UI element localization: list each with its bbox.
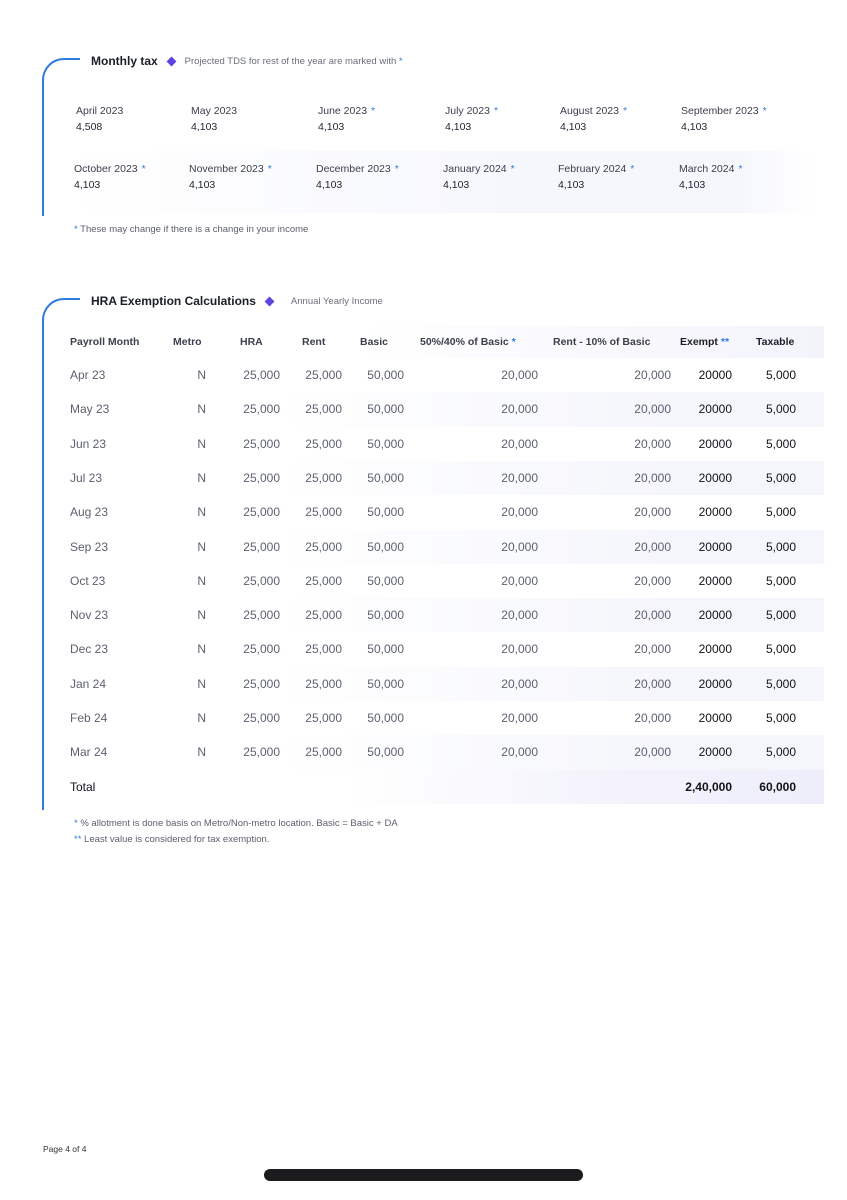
projected-star: * bbox=[762, 105, 767, 117]
cell-taxable: 5,000 bbox=[765, 745, 796, 760]
cell-basic: 50,000 bbox=[367, 505, 404, 520]
cell-basic: 50,000 bbox=[367, 676, 404, 691]
cell-exempt: 20000 bbox=[698, 573, 732, 588]
month-label: August 2023 bbox=[560, 105, 619, 117]
cell-month: Mar 24 bbox=[70, 745, 108, 760]
month-tax-value: 4,103 bbox=[679, 179, 706, 191]
cell-month: Aug 23 bbox=[70, 505, 109, 520]
cell-exempt: 20000 bbox=[698, 470, 732, 485]
cell-exempt: 20000 bbox=[698, 505, 732, 520]
col-pct-basic: 50%/40% of Basic * bbox=[420, 336, 516, 348]
cell-taxable: 5,000 bbox=[765, 402, 796, 417]
month-label: December 2023 bbox=[316, 163, 391, 175]
cell-pct-basic: 20,000 bbox=[501, 470, 538, 485]
cell-rent: 25,000 bbox=[305, 402, 342, 417]
table-row bbox=[44, 427, 824, 461]
cell-metro: N bbox=[197, 642, 206, 657]
cell-pct-basic: 20,000 bbox=[501, 608, 538, 623]
month-tax-value: 4,103 bbox=[558, 179, 585, 191]
projected-star: * bbox=[622, 105, 628, 117]
cell-hra: 25,000 bbox=[243, 402, 280, 417]
cell-taxable: 5,000 bbox=[765, 642, 796, 657]
cell-pct-basic: 20,000 bbox=[501, 676, 538, 691]
table-row bbox=[44, 667, 824, 701]
cell-rent: 25,000 bbox=[305, 642, 342, 657]
cell-rent: 25,000 bbox=[305, 745, 342, 760]
cell-pct-basic: 20,000 bbox=[501, 573, 538, 588]
cell-basic: 50,000 bbox=[367, 539, 404, 554]
cell-month: Nov 23 bbox=[70, 608, 109, 623]
cell-exempt: 20000 bbox=[698, 642, 732, 657]
cell-taxable: 5,000 bbox=[765, 539, 796, 554]
cell-rent: 25,000 bbox=[305, 368, 342, 382]
section-subtitle: Projected TDS for rest of the year are marked with * bbox=[184, 55, 403, 67]
monthly-tax-row-1 bbox=[68, 93, 816, 155]
diamond-icon bbox=[264, 296, 274, 306]
cell-rent: 25,000 bbox=[305, 470, 342, 485]
cell-metro: N bbox=[197, 436, 206, 451]
cell-rent-less: 20,000 bbox=[634, 642, 671, 657]
projected-star: * bbox=[510, 163, 515, 175]
monthly-tax-row-2 bbox=[68, 151, 816, 213]
cell-month: Dec 23 bbox=[70, 642, 109, 657]
monthly-tax-cell bbox=[74, 163, 146, 191]
monthly-tax-cell bbox=[76, 105, 123, 133]
home-indicator[interactable] bbox=[264, 1169, 583, 1181]
cell-hra: 25,000 bbox=[243, 573, 280, 588]
month-label: March 2024 bbox=[679, 163, 735, 175]
cell-basic: 50,000 bbox=[367, 711, 404, 725]
monthly-tax-cell bbox=[558, 163, 634, 191]
monthly-tax-cell bbox=[445, 105, 498, 133]
cell-exempt: 20000 bbox=[698, 539, 732, 554]
cell-taxable: 5,000 bbox=[765, 470, 796, 485]
monthly-tax-cell bbox=[318, 105, 375, 133]
monthly-tax-note: * These may change if there is a change in your income bbox=[74, 224, 309, 235]
projected-star: * bbox=[141, 163, 146, 175]
cell-exempt: 20000 bbox=[698, 436, 732, 451]
cell-hra: 25,000 bbox=[243, 745, 280, 760]
cell-rent-less: 20,000 bbox=[634, 470, 671, 485]
month-tax-value: 4,103 bbox=[681, 121, 708, 133]
cell-hra: 25,000 bbox=[243, 505, 280, 520]
month-tax-value: 4,103 bbox=[189, 179, 216, 191]
cell-rent: 25,000 bbox=[305, 608, 342, 623]
cell-metro: N bbox=[197, 608, 206, 623]
col-rent-less-basic: Rent - 10% of Basic bbox=[553, 336, 651, 348]
cell-month: Feb 24 bbox=[70, 711, 108, 725]
month-tax-value: 4,103 bbox=[443, 179, 470, 191]
cell-basic: 50,000 bbox=[367, 470, 404, 485]
table-row bbox=[44, 392, 824, 426]
month-tax-value: 4,508 bbox=[76, 121, 103, 133]
monthly-tax-cell bbox=[679, 163, 743, 191]
hra-note-2: ** Least value is considered for tax exemption. bbox=[74, 834, 270, 845]
section-title: Monthly tax bbox=[91, 54, 158, 68]
cell-pct-basic: 20,000 bbox=[501, 505, 538, 520]
cell-hra: 25,000 bbox=[243, 711, 280, 725]
hra-header bbox=[91, 294, 383, 308]
cell-pct-basic: 20,000 bbox=[501, 402, 538, 417]
cell-pct-basic: 20,000 bbox=[501, 642, 538, 657]
month-tax-value: 4,103 bbox=[74, 179, 101, 191]
cell-metro: N bbox=[197, 539, 206, 554]
cell-month: Apr 23 bbox=[70, 368, 106, 382]
cell-exempt: 20000 bbox=[698, 608, 732, 623]
table-row bbox=[44, 358, 824, 392]
cell-pct-basic: 20,000 bbox=[501, 711, 538, 725]
month-tax-value: 4,103 bbox=[560, 121, 587, 133]
hra-note-1: * % allotment is done basis on Metro/Non-metro location. Basic = Basic + DA bbox=[74, 818, 398, 829]
cell-metro: N bbox=[197, 368, 206, 382]
cell-rent: 25,000 bbox=[305, 573, 342, 588]
cell-metro: N bbox=[197, 402, 206, 417]
col-taxable: Taxable bbox=[756, 336, 795, 348]
cell-exempt: 20000 bbox=[698, 368, 732, 382]
cell-basic: 50,000 bbox=[367, 642, 404, 657]
cell-metro: N bbox=[197, 711, 206, 725]
cell-hra: 25,000 bbox=[243, 608, 280, 623]
total-label: Total bbox=[70, 780, 96, 794]
month-label: May 2023 bbox=[191, 105, 238, 117]
cell-basic: 50,000 bbox=[367, 745, 404, 760]
cell-rent-less: 20,000 bbox=[634, 402, 671, 417]
monthly-tax-cell bbox=[316, 163, 399, 191]
month-tax-value: 4,103 bbox=[191, 121, 218, 133]
cell-rent-less: 20,000 bbox=[634, 676, 671, 691]
monthly-tax-cell bbox=[681, 105, 767, 133]
cell-exempt: 20000 bbox=[698, 676, 732, 691]
cell-rent: 25,000 bbox=[305, 505, 342, 520]
cell-taxable: 5,000 bbox=[765, 608, 796, 623]
col-payroll-month: Payroll Month bbox=[70, 336, 140, 348]
month-label: February 2024 bbox=[558, 163, 627, 175]
cell-hra: 25,000 bbox=[243, 368, 280, 382]
cell-rent: 25,000 bbox=[305, 711, 342, 725]
cell-month: Sep 23 bbox=[70, 539, 109, 554]
cell-rent-less: 20,000 bbox=[634, 436, 671, 451]
cell-month: May 23 bbox=[70, 402, 110, 417]
monthly-tax-cell bbox=[443, 163, 515, 191]
month-label: April 2023 bbox=[76, 105, 124, 117]
cell-month: Oct 23 bbox=[70, 573, 106, 588]
cell-month: Jun 23 bbox=[70, 436, 107, 451]
col-metro: Metro bbox=[173, 336, 202, 348]
col-basic: Basic bbox=[360, 336, 389, 348]
cell-basic: 50,000 bbox=[367, 402, 404, 417]
monthly-tax-cell bbox=[191, 105, 237, 133]
table-row bbox=[44, 530, 824, 564]
table-row bbox=[44, 598, 824, 632]
cell-pct-basic: 20,000 bbox=[501, 745, 538, 760]
cell-rent: 25,000 bbox=[305, 436, 342, 451]
cell-month: Jul 23 bbox=[70, 470, 103, 485]
month-tax-value: 4,103 bbox=[318, 121, 345, 133]
table-row bbox=[44, 564, 824, 598]
cell-metro: N bbox=[197, 745, 206, 760]
cell-rent-less: 20,000 bbox=[634, 539, 671, 554]
cell-rent-less: 20,000 bbox=[634, 368, 671, 382]
cell-taxable: 5,000 bbox=[765, 573, 796, 588]
monthly-tax-cell bbox=[560, 105, 627, 133]
cell-basic: 50,000 bbox=[367, 573, 404, 588]
table-row bbox=[44, 461, 824, 495]
table-row bbox=[44, 735, 824, 769]
month-label: January 2024 bbox=[443, 163, 507, 175]
cell-hra: 25,000 bbox=[243, 642, 280, 657]
table-row bbox=[44, 701, 824, 735]
cell-taxable: 5,000 bbox=[765, 711, 796, 725]
col-rent: Rent bbox=[302, 336, 326, 348]
section-subtitle: Annual Yearly Income bbox=[290, 295, 383, 307]
cell-metro: N bbox=[197, 676, 206, 691]
projected-star: * bbox=[394, 163, 399, 175]
cell-hra: 25,000 bbox=[243, 539, 280, 554]
cell-rent: 25,000 bbox=[305, 539, 342, 554]
table-row bbox=[44, 632, 824, 666]
projected-star: * bbox=[738, 163, 743, 175]
cell-rent-less: 20,000 bbox=[634, 573, 671, 588]
projected-star: * bbox=[630, 163, 635, 175]
cell-exempt: 20000 bbox=[698, 402, 732, 417]
cell-metro: N bbox=[197, 505, 206, 520]
col-hra: HRA bbox=[240, 336, 263, 348]
cell-hra: 25,000 bbox=[243, 676, 280, 691]
cell-month: Jan 24 bbox=[70, 676, 107, 691]
cell-basic: 50,000 bbox=[367, 608, 404, 623]
cell-rent-less: 20,000 bbox=[634, 745, 671, 760]
cell-basic: 50,000 bbox=[367, 436, 404, 451]
cell-taxable: 5,000 bbox=[765, 436, 796, 451]
month-label: July 2023 bbox=[445, 105, 490, 117]
cell-pct-basic: 20,000 bbox=[501, 368, 538, 382]
month-label: September 2023 bbox=[681, 105, 759, 117]
cell-rent-less: 20,000 bbox=[634, 711, 671, 725]
total-row bbox=[44, 770, 824, 804]
cell-taxable: 5,000 bbox=[765, 368, 796, 382]
cell-taxable: 5,000 bbox=[765, 676, 796, 691]
col-exempt: Exempt ** bbox=[680, 336, 730, 348]
monthly-tax-header bbox=[91, 54, 403, 68]
monthly-tax-cell bbox=[189, 163, 272, 191]
cell-rent-less: 20,000 bbox=[634, 505, 671, 520]
cell-basic: 50,000 bbox=[367, 368, 404, 382]
cell-rent: 25,000 bbox=[305, 676, 342, 691]
cell-pct-basic: 20,000 bbox=[501, 436, 538, 451]
cell-metro: N bbox=[197, 573, 206, 588]
month-label: June 2023 bbox=[318, 105, 368, 117]
diamond-icon bbox=[166, 56, 176, 66]
section-title: HRA Exemption Calculations bbox=[91, 294, 256, 308]
cell-pct-basic: 20,000 bbox=[501, 539, 538, 554]
cell-exempt: 20000 bbox=[698, 745, 732, 760]
cell-rent-less: 20,000 bbox=[634, 608, 671, 623]
cell-taxable: 5,000 bbox=[765, 505, 796, 520]
cell-hra: 25,000 bbox=[243, 436, 280, 451]
projected-star: * bbox=[371, 105, 376, 117]
projected-star: * bbox=[267, 163, 272, 175]
month-label: October 2023 bbox=[74, 163, 138, 175]
table-row bbox=[44, 495, 824, 529]
month-label: November 2023 bbox=[189, 163, 264, 175]
cell-metro: N bbox=[197, 470, 206, 485]
projected-star: * bbox=[493, 105, 499, 117]
table-header bbox=[44, 326, 824, 358]
cell-hra: 25,000 bbox=[243, 470, 280, 485]
month-tax-value: 4,103 bbox=[316, 179, 343, 191]
total-taxable: 60,000 bbox=[759, 780, 796, 794]
month-tax-value: 4,103 bbox=[445, 121, 472, 133]
cell-exempt: 20000 bbox=[698, 711, 732, 725]
total-exempt: 2,40,000 bbox=[685, 780, 732, 794]
page-number: Page 4 of 4 bbox=[43, 1144, 87, 1154]
